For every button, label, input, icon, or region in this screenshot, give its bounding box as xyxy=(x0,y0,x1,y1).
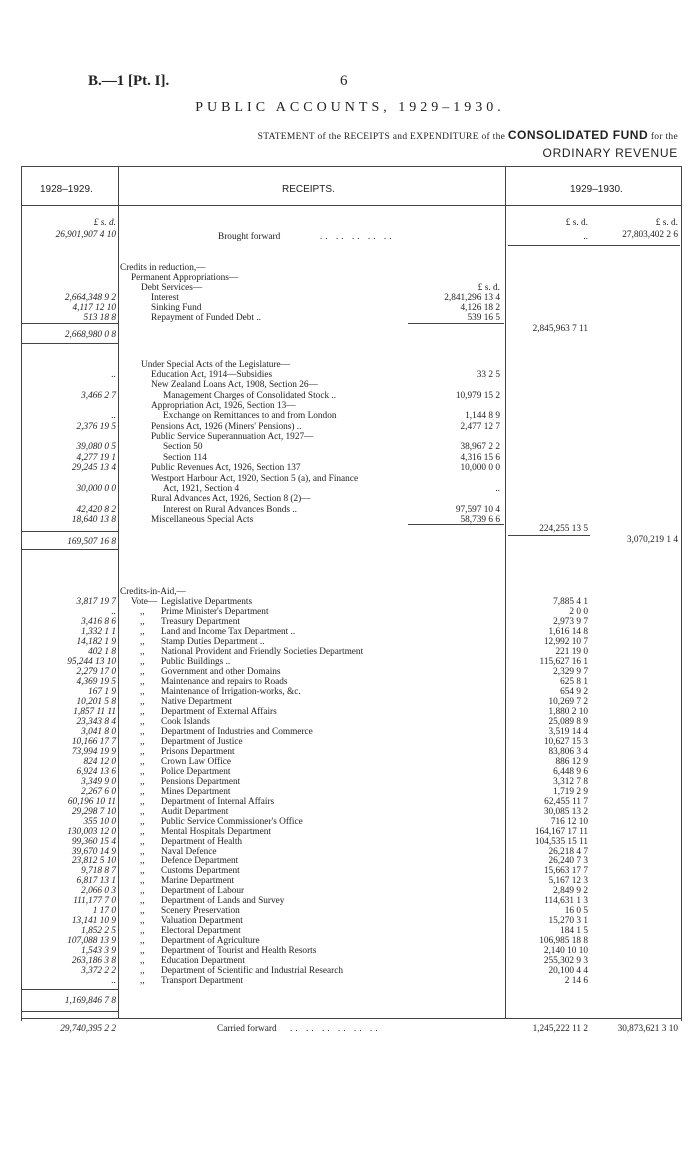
prior-amount: 3,416 8 6 xyxy=(81,616,116,627)
ditto-mark: ,, xyxy=(140,926,145,937)
line-amount: 10,000 0 0 xyxy=(460,463,500,474)
prior-amount: 18,640 13 8 xyxy=(71,514,116,525)
prior-amount: 3,466 2 7 xyxy=(81,390,116,401)
carried-forward-prior: 29,740,395 2 2 xyxy=(60,1024,116,1034)
column-header-receipts: RECEIPTS. xyxy=(282,184,335,195)
line-label: Police Department xyxy=(161,766,231,777)
prior-amount: 73,994 19 9 xyxy=(71,746,116,757)
line-label: Education Act, 1914—Subsidies xyxy=(151,370,273,380)
ditto-mark: ,, xyxy=(140,946,145,957)
line-amount: 58,739 6 6 xyxy=(460,514,500,525)
line-label: Exchange on Remittances to and from London xyxy=(163,411,337,422)
line-label: Department of Scientific and Industrial Research xyxy=(161,966,343,977)
line-label: Naval Defence xyxy=(161,846,217,857)
ditto-mark: ,, xyxy=(140,666,145,677)
line-label: Audit Department xyxy=(161,806,229,817)
prior-amount: 1,332 1 1 xyxy=(81,626,116,637)
line-amount: 1,144 8 9 xyxy=(465,411,500,422)
prior-amount: 513 18 8 xyxy=(83,313,116,323)
ditto-mark: ,, xyxy=(140,786,145,797)
line-label: Maintenance of Irrigation-works, &c. xyxy=(161,686,301,697)
currency-header: £ s. d. xyxy=(565,218,588,228)
prior-subtotal: 1,169,846 7 8 xyxy=(64,996,116,1006)
prior-amount: .. xyxy=(111,370,116,380)
line-amount: 4,126 18 2 xyxy=(460,303,500,313)
line-label: Department of Justice xyxy=(161,736,243,747)
line-amount: 2,329 9 7 xyxy=(553,666,588,677)
prior-amount: 1 17 0 xyxy=(92,906,116,917)
prior-amount: 402 1 8 xyxy=(88,646,116,657)
line-label: Scenery Preservation xyxy=(161,906,240,917)
line-label: Department of Agriculture xyxy=(161,936,260,947)
prior-amount: .. xyxy=(111,976,116,987)
line-label: Pensions Act, 1926 (Miners' Pensions) .. xyxy=(151,421,302,432)
rule xyxy=(21,1011,118,1012)
fund-name: CONSOLIDATED FUND xyxy=(507,128,649,142)
prior-subtotal: 169,507 16 8 xyxy=(67,537,116,547)
line-amount: 10,627 15 3 xyxy=(543,736,588,747)
line-label: Act, 1921, Section 4 xyxy=(163,483,240,494)
line-amount: 716 12 10 xyxy=(550,816,588,827)
line-amount: 33 2 5 xyxy=(476,370,500,380)
line-amount: 539 16 5 xyxy=(467,313,500,323)
line-amount: 12,992 10 7 xyxy=(543,636,588,647)
prior-amount: 3,041 8 0 xyxy=(81,726,116,737)
line-label: Valuation Department xyxy=(161,916,243,927)
prior-amount: 39,670 14 9 xyxy=(71,846,116,857)
line-amount: 164,167 17 11 xyxy=(534,826,588,837)
prior-amount: 1,857 11 11 xyxy=(73,706,116,717)
line-amount: 2,973 9 7 xyxy=(553,616,588,627)
prior-amount: 2,376 19 5 xyxy=(76,421,116,432)
ditto-mark: ,, xyxy=(140,816,145,827)
prior-amount: 99,360 15 4 xyxy=(71,836,116,847)
prior-amount: 4,277 19 1 xyxy=(76,452,116,463)
rule xyxy=(21,343,118,344)
line-amount: 2,841,296 13 4 xyxy=(444,293,500,303)
prior-amount: 95,244 13 10 xyxy=(67,656,116,667)
line-amount: 20,100 4 4 xyxy=(548,966,588,977)
line-label: Mental Hospitals Department xyxy=(161,826,271,837)
page-number: 6 xyxy=(340,73,348,89)
line-label: Sinking Fund xyxy=(151,303,202,313)
prior-amount: 26,901,907 4 10 xyxy=(55,230,116,240)
line-amount: 26,240 7 3 xyxy=(548,856,588,867)
line-label: Land and Income Tax Department .. xyxy=(161,626,296,637)
rule xyxy=(21,1018,681,1019)
line-amount: 886 12 9 xyxy=(555,756,588,767)
currency-header: £ s. d. xyxy=(655,218,678,228)
vote-prefix: Vote— xyxy=(131,597,158,607)
ditto-mark: ,, xyxy=(140,746,145,757)
line-amount: 1,616 14 8 xyxy=(548,626,588,637)
ditto-mark: ,, xyxy=(140,616,145,627)
line-label: Appropriation Act, 1926, Section 13— xyxy=(151,401,296,412)
line-amount: 2 14 6 xyxy=(564,976,588,987)
line-label: Marine Department xyxy=(161,876,235,887)
prior-amount: 4,117 12 10 xyxy=(72,303,116,313)
line-amount: 4,316 15 6 xyxy=(460,452,500,463)
line-label: Education Department xyxy=(161,956,245,967)
line-label: Westport Harbour Act, 1920, Section 5 (a), and Finance xyxy=(151,473,359,484)
line-amount: 1,719 2 9 xyxy=(553,786,588,797)
line-label: Maintenance and repairs to Roads xyxy=(161,676,288,687)
line-label: Electoral Department xyxy=(161,926,241,937)
ditto-mark: ,, xyxy=(140,696,145,707)
line-amount: 62,455 11 7 xyxy=(544,796,588,807)
rule xyxy=(408,323,504,324)
ditto-mark: ,, xyxy=(140,716,145,727)
prior-amount: 1,543 3 9 xyxy=(81,946,116,957)
line-amount: 26,218 4 7 xyxy=(548,846,588,857)
ditto-mark: ,, xyxy=(140,646,145,657)
ditto-mark: ,, xyxy=(140,776,145,787)
prior-amount: 30,000 0 0 xyxy=(76,483,116,494)
line-amount: .. xyxy=(495,483,500,494)
line-label: Native Department xyxy=(161,696,232,707)
line-label: Prisons Department xyxy=(161,746,235,757)
line-label: Transport Department xyxy=(161,976,244,987)
ditto-mark: ,, xyxy=(140,916,145,927)
line-amount: 10,269 7 2 xyxy=(548,696,588,707)
section-heading: Under Special Acts of the Legislature— xyxy=(141,360,290,370)
ditto-mark: ,, xyxy=(140,736,145,747)
line-amount: 184 1 5 xyxy=(560,926,588,937)
line-label: Public Buildings .. xyxy=(161,656,231,667)
line-label: Treasury Department xyxy=(161,616,240,627)
statement-prefix: STATEMENT of the RECEIPTS and EXPENDITURE of the xyxy=(257,132,506,142)
ditto-mark: ,, xyxy=(140,936,145,947)
statement-title xyxy=(258,128,678,142)
line-amount: 16 0 5 xyxy=(564,906,588,917)
revenue-title: ORDINARY REVENUE xyxy=(542,146,678,160)
line-amount: 97,597 10 4 xyxy=(455,504,500,515)
line-label: Public Service Superannuation Act, 1927— xyxy=(151,432,314,443)
line-label: Section 50 xyxy=(163,442,203,453)
ditto-mark: ,, xyxy=(140,676,145,687)
line-amount: 255,302 9 3 xyxy=(543,956,588,967)
prior-amount: 6,924 13 6 xyxy=(76,766,116,777)
prior-amount: 29,245 13 4 xyxy=(71,463,116,474)
ditto-mark: ,, xyxy=(140,766,145,777)
ditto-mark: ,, xyxy=(140,906,145,917)
line-label: Legislative Departments xyxy=(161,597,253,607)
line-label: Government and other Domains xyxy=(161,666,281,677)
line-amount: 221 19 0 xyxy=(555,646,588,657)
section-subheading: Permanent Appropriations— xyxy=(131,273,239,283)
prior-amount: 10,166 17 7 xyxy=(71,736,116,747)
grand-amount: 3,070,219 1 4 xyxy=(626,535,678,545)
line-label: Miscellaneous Special Acts xyxy=(151,514,254,525)
line-amount: 7,885 4 1 xyxy=(553,597,588,607)
section-subheading: Debt Services— xyxy=(141,283,203,293)
line-label: Management Charges of Consolidated Stock .. xyxy=(163,390,337,401)
ditto-mark: ,, xyxy=(140,876,145,887)
line-label: Pensions Department xyxy=(161,776,241,787)
line-label: Department of Labour xyxy=(161,886,245,897)
column-divider xyxy=(118,166,119,1018)
prior-amount: 39,080 0 5 xyxy=(76,442,116,453)
page-title: PUBLIC ACCOUNTS, 1929–1930. xyxy=(195,100,505,115)
prior-amount: 14,182 1 9 xyxy=(76,636,116,647)
line-amount: 83,806 3 4 xyxy=(548,746,588,757)
prior-amount: 167 1 9 xyxy=(88,686,116,697)
rule xyxy=(508,535,590,536)
line-amount: 3,519 14 4 xyxy=(548,726,588,737)
ditto-mark: ,, xyxy=(140,836,145,847)
prior-amount: 23,343 8 4 xyxy=(76,716,116,727)
line-label: Rural Advances Act, 1926, Section 8 (2)— xyxy=(151,494,311,505)
rule xyxy=(21,989,118,990)
current-amount: 27,803,402 2 6 xyxy=(622,230,678,240)
line-amount: 654 9 2 xyxy=(560,686,588,697)
ditto-mark: ,, xyxy=(140,896,145,907)
line-label: Mines Department xyxy=(161,786,231,797)
prior-amount: 3,372 2 2 xyxy=(81,966,116,977)
line-amount: 15,270 3 1 xyxy=(548,916,588,927)
prior-amount: 23,812 5 10 xyxy=(71,856,116,867)
brought-forward-label: Brought forward xyxy=(218,232,281,242)
prior-amount: 9,718 8 7 xyxy=(81,866,116,877)
line-amount: 5,167 12 3 xyxy=(548,876,588,887)
line-amount: 114,631 1 3 xyxy=(544,896,588,907)
line-label: Section 114 xyxy=(163,452,207,463)
prior-amount: 1,852 2 5 xyxy=(81,926,116,937)
rule xyxy=(408,524,504,525)
ditto-mark: ,, xyxy=(140,726,145,737)
line-amount: 625 8 1 xyxy=(560,676,588,687)
subtotal-amount: 2,845,963 7 11 xyxy=(532,324,588,334)
ditto-mark: ,, xyxy=(140,956,145,967)
ditto-mark: ,, xyxy=(140,966,145,977)
line-amount: 30,085 13 2 xyxy=(543,806,588,817)
prior-amount: 4,369 19 5 xyxy=(76,676,116,687)
line-label: National Provident and Friendly Societies Department xyxy=(161,646,364,657)
prior-amount: 2,279 17 0 xyxy=(76,666,116,677)
line-amount: 3,312 7 8 xyxy=(553,776,588,787)
line-label: Public Service Commissioner's Office xyxy=(161,816,303,827)
line-label: Stamp Duties Department .. xyxy=(161,636,265,647)
line-label: Public Revenues Act, 1926, Section 137 xyxy=(151,463,301,474)
prior-amount: 130,003 12 0 xyxy=(67,826,116,837)
ditto-mark: ,, xyxy=(140,626,145,637)
prior-amount: 60,196 10 11 xyxy=(67,796,116,807)
prior-amount: 2,664,348 9 2 xyxy=(64,293,116,303)
carried-forward-current: 30,873,621 3 10 xyxy=(617,1024,678,1034)
prior-amount: 355 10 0 xyxy=(83,816,116,827)
line-label: Repayment of Funded Debt .. xyxy=(151,313,261,323)
ditto-mark: ,, xyxy=(140,796,145,807)
mid-amount: .. xyxy=(583,232,588,242)
ditto-mark: ,, xyxy=(140,976,145,987)
line-amount: 25,089 8 9 xyxy=(548,716,588,727)
ditto-mark: ,, xyxy=(140,686,145,697)
prior-amount: 6,817 13 1 xyxy=(76,876,116,887)
ditto-mark: ,, xyxy=(140,806,145,817)
ditto-mark: ,, xyxy=(140,886,145,897)
header-rule xyxy=(21,205,681,206)
line-amount: 2,477 12 7 xyxy=(460,421,500,432)
line-label: Cook Islands xyxy=(161,716,210,727)
line-amount: 38,967 2 2 xyxy=(460,442,500,453)
line-amount: 104,535 15 11 xyxy=(534,836,588,847)
prior-amount: 824 12 0 xyxy=(83,756,116,767)
carried-forward-label: Carried forward xyxy=(217,1024,277,1034)
rule xyxy=(508,245,680,246)
line-label: Department of External Affairs xyxy=(161,706,277,717)
line-amount: 10,979 15 2 xyxy=(455,390,500,401)
ditto-mark: ,, xyxy=(140,856,145,867)
line-label: Customs Department xyxy=(161,866,240,877)
rule xyxy=(21,549,118,550)
leader-dots: .. .. .. .. .. xyxy=(320,232,395,242)
line-amount: 2,140 10 10 xyxy=(543,946,588,957)
line-label: Interest on Rural Advances Bonds .. xyxy=(163,504,298,515)
prior-amount: 263,186 3 8 xyxy=(71,956,116,967)
prior-amount: 2,267 6 0 xyxy=(81,786,116,797)
section-heading: Credits-in-Aid,— xyxy=(120,587,186,597)
prior-subtotal: 2,668,980 0 8 xyxy=(64,330,116,340)
line-label: Department of Tourist and Health Resorts xyxy=(161,946,317,957)
line-label: Department of Health xyxy=(161,836,243,847)
prior-amount: 13,141 10 9 xyxy=(71,916,116,927)
ditto-mark: ,, xyxy=(140,706,145,717)
line-label: Department of Lands and Survey xyxy=(161,896,285,907)
prior-amount: 29,298 7 10 xyxy=(71,806,116,817)
line-amount: 115,627 16 1 xyxy=(539,656,588,667)
subtotal-amount: 224,255 13 5 xyxy=(539,524,588,534)
prior-amount: 3,817 19 7 xyxy=(76,597,116,607)
line-amount: 1,880 2 10 xyxy=(548,706,588,717)
prior-amount: 3,349 9 0 xyxy=(81,776,116,787)
line-label: Crown Law Office xyxy=(161,756,232,767)
prior-amount: 2,066 0 3 xyxy=(81,886,116,897)
rule xyxy=(21,531,118,532)
currency-header: £ s. d. xyxy=(93,218,116,228)
column-header-prior-year: 1928–1929. xyxy=(40,184,93,195)
leader-dots: .. .. .. .. .. .. xyxy=(290,1024,381,1034)
ditto-mark: ,, xyxy=(140,756,145,767)
prior-amount: .. xyxy=(111,411,116,422)
prior-amount: .. xyxy=(111,606,116,617)
prior-amount: 10,201 5 8 xyxy=(76,696,116,707)
line-label: Defence Department xyxy=(161,856,239,867)
prior-amount: 42,420 8 2 xyxy=(76,504,116,515)
ditto-mark: ,, xyxy=(140,636,145,647)
ditto-mark: ,, xyxy=(140,866,145,877)
line-label: Department of Industries and Commerce xyxy=(161,726,313,737)
prior-amount: 107,088 13 9 xyxy=(67,936,116,947)
ditto-mark: ,, xyxy=(140,656,145,667)
line-amount: 2,849 9 2 xyxy=(553,886,588,897)
line-amount: 6,448 9 6 xyxy=(553,766,588,777)
line-label: Department of Internal Affairs xyxy=(161,796,275,807)
line-label: New Zealand Loans Act, 1908, Section 26— xyxy=(151,380,318,391)
ditto-mark: ,, xyxy=(140,826,145,837)
section-heading: Credits in reduction,— xyxy=(120,263,206,273)
column-header-current-year: 1929–1930. xyxy=(570,184,623,195)
carried-forward-mid: 1,245,222 11 2 xyxy=(532,1024,588,1034)
statement-suffix: for the xyxy=(650,132,678,142)
report-reference: B.—1 [Pt. I]. xyxy=(88,73,170,89)
line-amount: 106,985 18 8 xyxy=(539,936,588,947)
ditto-mark: ,, xyxy=(140,846,145,857)
line-amount: 15,663 17 7 xyxy=(543,866,588,877)
line-label: Prime Minister's Department xyxy=(161,606,269,617)
prior-amount: 111,177 7 0 xyxy=(73,896,116,907)
currency-header: £ s. d. xyxy=(477,283,500,293)
ditto-mark: ,, xyxy=(140,606,145,617)
rule xyxy=(21,323,118,324)
line-amount: 2 0 0 xyxy=(569,606,588,617)
line-label: Interest xyxy=(151,293,179,303)
